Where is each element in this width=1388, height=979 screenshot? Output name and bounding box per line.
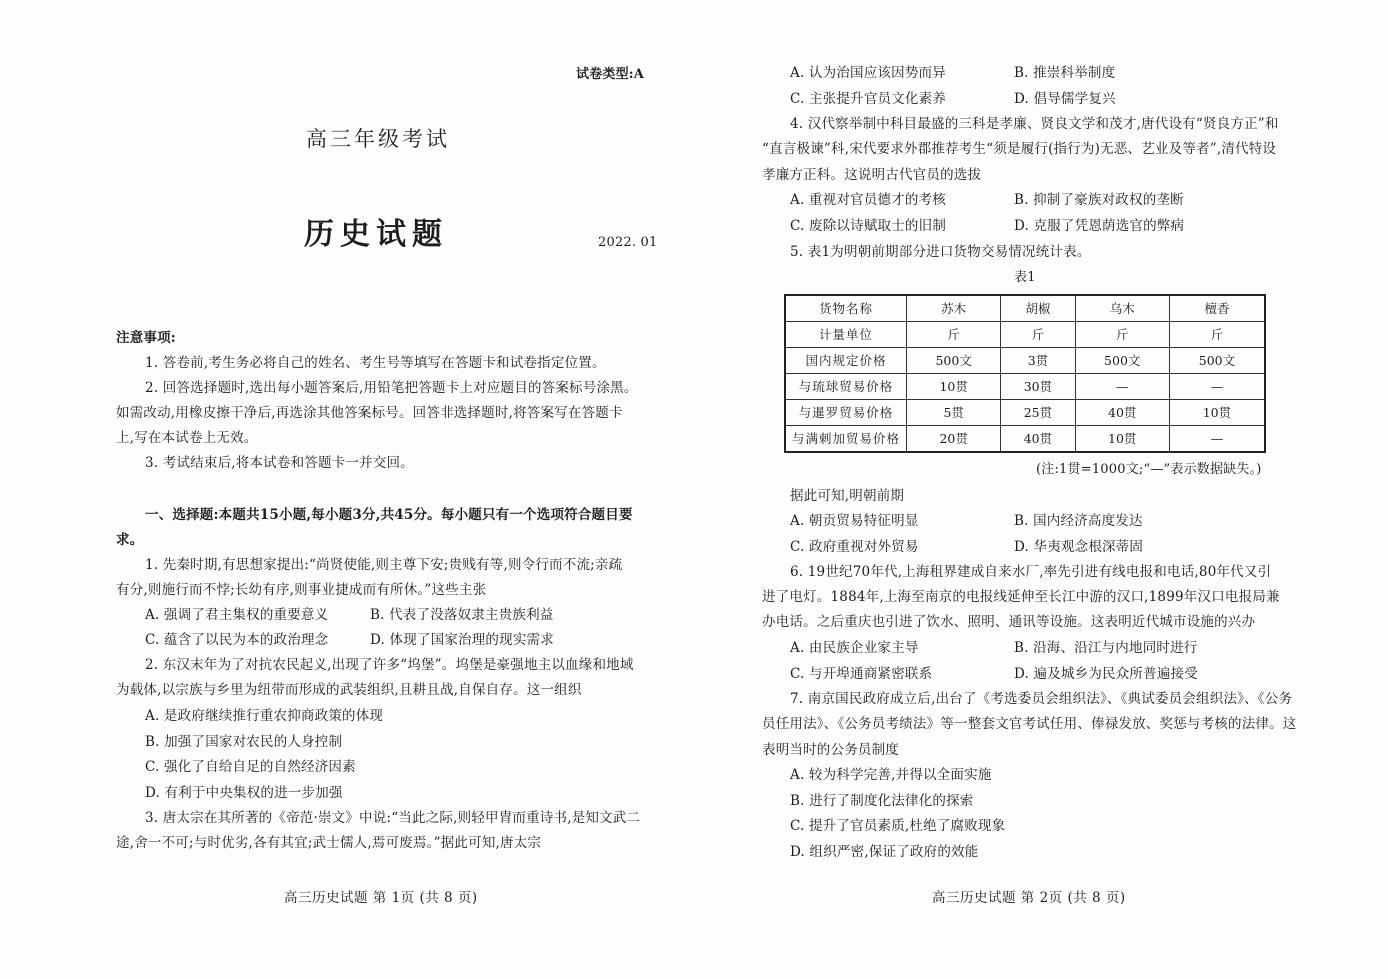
table-cell: 10贯 <box>1169 400 1265 426</box>
question-2-option-d: D. 有利于中央集权的进一步加强 <box>145 785 343 801</box>
question-7-option-b: B. 进行了制度化法律化的探索 <box>790 793 974 809</box>
table-cell: 国内规定价格 <box>785 348 907 374</box>
table-cell: 10贯 <box>1075 426 1169 453</box>
question-4-option-b: B. 抑制了豪族对政权的垄断 <box>1014 192 1184 208</box>
table-cell: — <box>1075 374 1169 400</box>
table-cell: 计量单位 <box>785 322 907 348</box>
table-cell: 斤 <box>1075 322 1169 348</box>
notice-line: 上,写在本试卷上无效。 <box>116 430 258 446</box>
question-7-stem: 7. 南京国民政府成立后,出台了《考选委员会组织法》、《典试委员会组织法》、《公务 <box>790 691 1293 707</box>
table-row <box>785 348 1265 374</box>
notice-line: 2. 回答选择题时,选出每小题答案后,用铅笔把答题卡上对应题目的答案标号涂黑。 <box>145 380 638 396</box>
table-cell: — <box>1169 426 1265 453</box>
question-2-option-b: B. 加强了国家对农民的人身控制 <box>145 734 343 750</box>
question-3-option-c: C. 主张提升官员文化素养 <box>790 91 947 107</box>
exam-type-label: 试卷类型:A <box>576 67 645 82</box>
question-4-stem: “直言极谏”科,宋代要求外郡推荐考生“须是履行(指行为)无恶、艺业及等者”,清代特设 <box>762 141 1277 157</box>
section-title-cont: 求。 <box>116 532 144 548</box>
question-5-option-a: A. 朝贡贸易特征明显 <box>790 513 919 529</box>
table-cell: 3贯 <box>1001 348 1075 374</box>
table-cell: 檀香 <box>1169 295 1265 322</box>
question-1-option-d: D. 体现了国家治理的现实需求 <box>370 632 554 648</box>
notice-line: 3. 考试结束后,将本试卷和答题卡一并交回。 <box>145 455 414 471</box>
question-4-option-c: C. 废除以诗赋取士的旧制 <box>790 218 947 234</box>
question-2-stem: 为载体,以宗族与乡里为纽带而形成的武装组织,且耕且战,自保自存。这一组织 <box>116 682 582 698</box>
table-cell: 苏木 <box>907 295 1001 322</box>
question-5-option-c: C. 政府重视对外贸易 <box>790 539 919 555</box>
question-4-stem: 孝廉方正科。这说明古代官员的选拔 <box>762 167 982 183</box>
grade-title: 高三年级考试 <box>306 127 450 151</box>
table-cell: 10贯 <box>907 374 1001 400</box>
page-2-footer: 高三历史试题 第 2页 (共 8 页) <box>932 890 1126 906</box>
question-4-option-d: D. 克服了凭恩荫选官的弊病 <box>1014 218 1185 234</box>
question-3-stem: 途,舍一不可;与时优劣,各有其宜;武士儒人,焉可废焉。”据此可知,唐太宗 <box>116 835 542 851</box>
question-6-option-b: B. 沿海、沿江与内地同时进行 <box>1014 640 1198 656</box>
question-4-stem: 4. 汉代察举制中科目最盛的三科是孝廉、贤良文学和茂才,唐代设有“贤良方正”和 <box>790 116 1279 132</box>
question-3-option-d: D. 倡导儒学复兴 <box>1014 91 1116 107</box>
notice-line: 如需改动,用橡皮擦干净后,再选涂其他答案标号。回答非选择题时,将答案写在答题卡 <box>116 405 623 421</box>
question-7-option-a: A. 较为科学完善,并得以全面实施 <box>790 767 992 783</box>
table-note: (注:1贯=1000文;“—”表示数据缺失。) <box>1036 462 1262 477</box>
goods-price-table <box>784 294 1266 453</box>
question-4-option-a: A. 重视对官员德才的考核 <box>790 192 946 208</box>
question-2-option-c: C. 强化了自给自足的自然经济因素 <box>145 759 356 775</box>
page-1-footer: 高三历史试题 第 1页 (共 8 页) <box>284 890 478 906</box>
question-1-option-b: B. 代表了没落奴隶主贵族利益 <box>370 607 554 623</box>
table-row <box>785 426 1265 453</box>
question-7-option-d: D. 组织严密,保证了政府的效能 <box>790 844 979 860</box>
question-1-stem: 1. 先秦时期,有思想家提出:“尚贤使能,则主尊下安;贵贱有等,则令行而不流;亲疏 <box>145 557 623 573</box>
question-2-option-a: A. 是政府继续推行重农抑商政策的体现 <box>145 708 384 724</box>
question-6-stem: 办电话。之后重庆也引进了饮水、照明、通讯等设施。这表明近代城市设施的兴办 <box>762 614 1256 630</box>
question-3-stem: 3. 唐太宗在其所著的《帝范·崇文》中说:“当此之际,则轻甲胄而重诗书,是知文武二 <box>145 810 641 826</box>
subject-title: 历史试题 <box>304 217 448 252</box>
table-row <box>785 374 1265 400</box>
table-cell: 与满剌加贸易价格 <box>785 426 907 453</box>
table-cell: 斤 <box>1001 322 1075 348</box>
table-cell: 货物名称 <box>785 295 907 322</box>
table-cell: 与琉球贸易价格 <box>785 374 907 400</box>
page-2 <box>694 0 1388 979</box>
table-cell: — <box>1169 374 1265 400</box>
notice-line: 1. 答卷前,考生务必将自己的姓名、考生号等填写在答题卡和试卷指定位置。 <box>145 355 606 371</box>
table-cell: 30贯 <box>1001 374 1075 400</box>
table-cell: 乌木 <box>1075 295 1169 322</box>
question-1-option-c: C. 蕴含了以民为本的政治理念 <box>145 632 329 648</box>
notice-heading: 注意事项: <box>116 330 176 346</box>
table-cell: 20贯 <box>907 426 1001 453</box>
table-cell: 500文 <box>1075 348 1169 374</box>
exam-date: 2022. 01 <box>598 235 658 250</box>
question-5-option-b: B. 国内经济高度发达 <box>1014 513 1143 529</box>
table-cell: 500文 <box>907 348 1001 374</box>
question-7-stem: 员任用法》、《公务员考绩法》等一整套文官考试任用、俸禄发放、奖惩与考核的法律。这 <box>762 716 1297 732</box>
question-6-option-d: D. 遍及城乡为民众所普遍接受 <box>1014 666 1198 682</box>
question-3-option-a: A. 认为治国应该因势而异 <box>790 65 946 81</box>
question-6-stem: 6. 19世纪70年代,上海租界建成自来水厂,率先引进有线电报和电话,80年代又引 <box>790 564 1272 580</box>
table-cell: 500文 <box>1169 348 1265 374</box>
question-7-option-c: C. 提升了官员素质,杜绝了腐败现象 <box>790 818 1006 834</box>
table-cell: 5贯 <box>907 400 1001 426</box>
table-row <box>785 295 1265 322</box>
table-cell: 与暹罗贸易价格 <box>785 400 907 426</box>
table-caption: 表1 <box>1014 270 1036 285</box>
question-5-intro: 5. 表1为明朝前期部分进口货物交易情况统计表。 <box>790 244 1091 260</box>
question-1-stem: 有分,则施行而不悖;长幼有序,则事业捷成而有所休。”这些主张 <box>116 582 487 598</box>
section-title: 一、选择题:本题共15小题,每小题3分,共45分。每小题只有一个选项符合题目要 <box>145 507 633 523</box>
question-6-option-c: C. 与开埠通商紧密联系 <box>790 666 933 682</box>
question-6-stem: 进了电灯。1884年,上海至南京的电报线延伸至长江中游的汉口,1899年汉口电报局兼 <box>762 589 1280 605</box>
question-7-stem: 表明当时的公务员制度 <box>762 742 899 758</box>
question-1-option-a: A. 强调了君主集权的重要意义 <box>145 607 329 623</box>
question-6-option-a: A. 由民族企业家主导 <box>790 640 919 656</box>
table-cell: 40贯 <box>1075 400 1169 426</box>
table-cell: 25贯 <box>1001 400 1075 426</box>
table-cell: 胡椒 <box>1001 295 1075 322</box>
table-cell: 斤 <box>1169 322 1265 348</box>
table-row <box>785 322 1265 348</box>
question-3-option-b: B. 推崇科举制度 <box>1014 65 1116 81</box>
question-5-stem: 据此可知,明朝前期 <box>790 488 905 504</box>
question-5-option-d: D. 华夷观念根深蒂固 <box>1014 539 1144 555</box>
table-cell: 40贯 <box>1001 426 1075 453</box>
table-row <box>785 400 1265 426</box>
question-2-stem: 2. 东汉末年为了对抗农民起义,出现了许多“坞堡”。坞堡是豪强地主以血缘和地域 <box>145 657 634 673</box>
table-cell: 斤 <box>907 322 1001 348</box>
